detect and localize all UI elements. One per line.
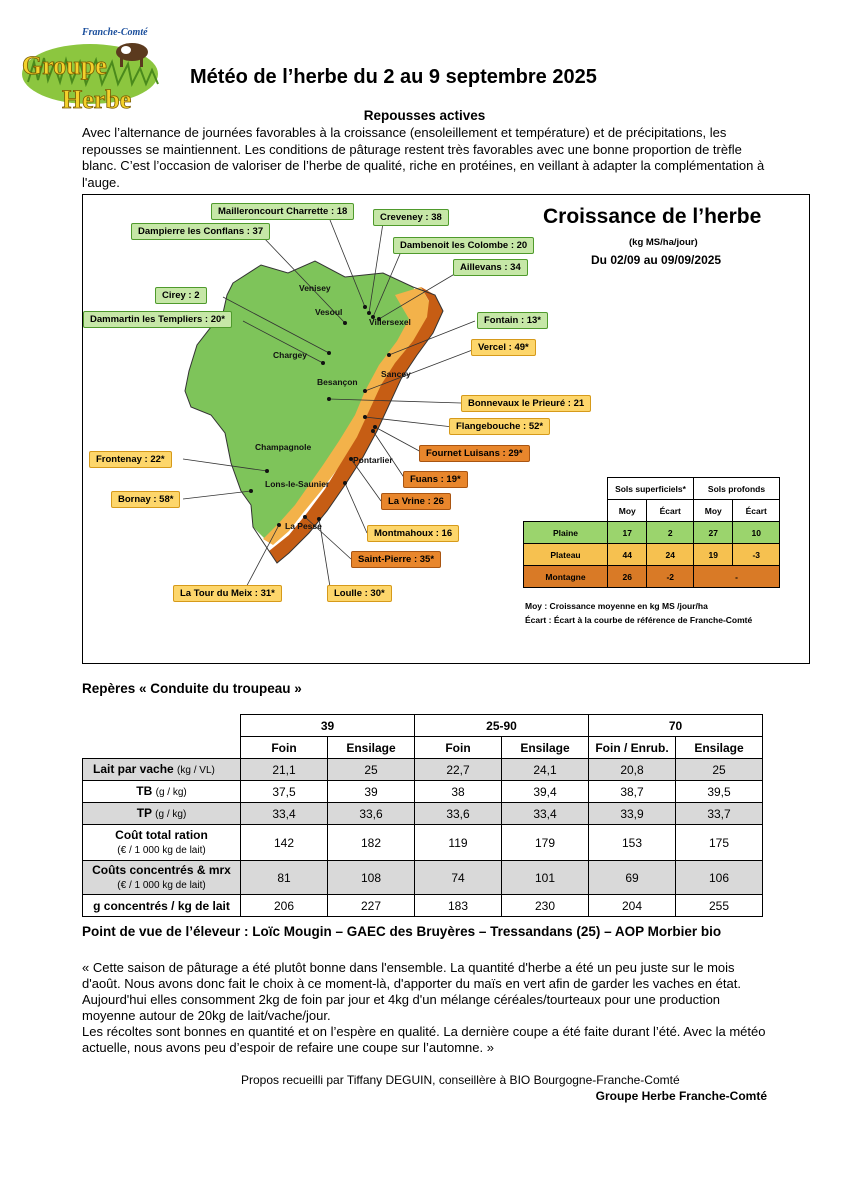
- row-unit: (€ / 1 000 kg de lait): [117, 879, 206, 891]
- row-label: TP: [136, 805, 152, 820]
- farmer-viewpoint-heading: Point de vue de l’éleveur : Loïc Mougin – GAEC des Bruyères – Tressandans (25) – AOP Morbier bio: [82, 924, 722, 939]
- table-cell: 37,5: [241, 781, 328, 803]
- legend-ecart: Écart : Écart à la courbe de référence de Franche-Comté: [525, 615, 753, 625]
- city-label: Venisey: [299, 283, 331, 293]
- table-row: [83, 861, 763, 895]
- sub-header: Foin: [241, 737, 328, 759]
- table-cell: 69: [589, 861, 676, 895]
- table-row: [83, 781, 763, 803]
- sub-header: Ensilage: [328, 737, 415, 759]
- table-cell: 119: [415, 825, 502, 861]
- soil-sub-header: Moy: [608, 500, 647, 522]
- site-label-cirey: Cirey : 2: [155, 287, 207, 304]
- site-label-fontain: Fontain : 13*: [477, 312, 548, 329]
- soil-row-label: Plaine: [524, 522, 608, 544]
- soil-cell: 26: [608, 566, 647, 588]
- row-unit: (g / kg): [155, 808, 187, 820]
- soil-group-header: Sols profonds: [694, 478, 780, 500]
- herd-benchmark-table: [82, 714, 763, 917]
- table-row: [83, 895, 763, 917]
- table-cell: 81: [241, 861, 328, 895]
- city-label: Lons-le-Saunier: [265, 479, 330, 489]
- table-cell: 255: [676, 895, 763, 917]
- site-label-dambenoit: Dambenoit les Colombe : 20: [393, 237, 534, 254]
- soil-cell: -: [694, 566, 780, 588]
- map-unit: (kg MS/ha/jour): [629, 237, 698, 248]
- reperes-heading: Repères « Conduite du troupeau »: [82, 681, 302, 696]
- legend-moy: Moy : Croissance moyenne en kg MS /jour/ha: [525, 601, 708, 611]
- table-cell: 175: [676, 825, 763, 861]
- table-row: [83, 825, 763, 861]
- site-label-flangebouche: Flangebouche : 52*: [449, 418, 550, 435]
- table-cell: 22,7: [415, 759, 502, 781]
- soil-cell: 2: [647, 522, 694, 544]
- city-label: Sancey: [381, 369, 411, 379]
- row-label: Coût total ration: [115, 827, 208, 842]
- soil-cell: 24: [647, 544, 694, 566]
- section-subtitle: Repousses actives: [363, 108, 486, 123]
- row-label: Coûts concentrés & mrx: [92, 862, 231, 877]
- soil-row-label: Plateau: [524, 544, 608, 566]
- table-cell: 106: [676, 861, 763, 895]
- city-label: Besançon: [317, 377, 358, 387]
- site-label-bonnevaux: Bonnevaux le Prieuré : 21: [461, 395, 591, 412]
- table-cell: 39: [328, 781, 415, 803]
- soil-sub-header: Écart: [647, 500, 694, 522]
- sub-header: Foin / Enrub.: [589, 737, 676, 759]
- table-cell: 183: [415, 895, 502, 917]
- city-label: Villersexel: [369, 317, 411, 327]
- table-cell: 33,4: [241, 803, 328, 825]
- table-cell: 204: [589, 895, 676, 917]
- map-title: Croissance de l’herbe: [543, 205, 762, 228]
- site-label-loulle: Loulle : 30*: [327, 585, 392, 602]
- table-cell: 206: [241, 895, 328, 917]
- table-cell: 39,5: [676, 781, 763, 803]
- site-label-la-tour-du-meix: La Tour du Meix : 31*: [173, 585, 282, 602]
- soil-row-montagne: [524, 566, 780, 588]
- site-label-aillevans: Aillevans : 34: [453, 259, 528, 276]
- site-label-dammartin: Dammartin les Templiers : 20*: [83, 311, 232, 328]
- table-cell: 33,4: [502, 803, 589, 825]
- table-row: [83, 803, 763, 825]
- intro-paragraph: Avec l’alternance de journées favorables à la croissance (ensoleillement et température) et de précipitations, les repousses se maintiennent. Les conditions de pâturage restent très favorables avec une bonne proportion de trèfle blanc. C’est l’occasion de valoriser de l’herbe de qualité, riche en protéines, en veillant à adapter la complémentation à l'auge.: [82, 125, 765, 190]
- sub-header: Ensilage: [502, 737, 589, 759]
- table-cell: 108: [328, 861, 415, 895]
- site-label-vercel: Vercel : 49*: [471, 339, 536, 356]
- sub-header: Ensilage: [676, 737, 763, 759]
- site-label-creveney: Creveney : 38: [373, 209, 449, 226]
- soil-cell: -2: [647, 566, 694, 588]
- interview-credit: Propos recueilli par Tiffany DEGUIN, conseillère à BIO Bourgogne-Franche-Comté: [241, 1073, 680, 1087]
- grass-growth-map-panel: [82, 194, 810, 664]
- soil-sub-header: Moy: [694, 500, 733, 522]
- table-cell: 20,8: [589, 759, 676, 781]
- soil-group-header: Sols superficiels*: [608, 478, 694, 500]
- farmer-quote: [82, 960, 772, 1056]
- table-cell: 24,1: [502, 759, 589, 781]
- table-cell: 74: [415, 861, 502, 895]
- table-cell: 38,7: [589, 781, 676, 803]
- organization-signature: Groupe Herbe Franche-Comté: [595, 1089, 767, 1103]
- map-date-range: Du 02/09 au 09/09/2025: [591, 253, 722, 267]
- city-label: Champagnole: [255, 442, 312, 452]
- quote-paragraph: « Cette saison de pâturage a été plutôt bonne dans l'ensemble. La quantité d'herbe a été un peu juste sur le mois d'août. Nous avons donc fait le choix à ce moment-là, d'apporter du maïs en vert afin de garder les vaches en état. Aujourd'hui elles consomment 2kg de foin par jour et 4kg d'un mélange céréales/tourteaux pour une production moyenne autour de 20kg de lait/vache/jour.: [82, 960, 741, 1023]
- soil-cell: -3: [733, 544, 780, 566]
- site-label-fuans: Fuans : 19*: [403, 471, 468, 488]
- table-cell: 230: [502, 895, 589, 917]
- site-label-bornay: Bornay : 58*: [111, 491, 180, 508]
- row-unit: (€ / 1 000 kg de lait): [117, 844, 206, 856]
- sub-header: Foin: [415, 737, 502, 759]
- group-header: 70: [589, 715, 763, 737]
- city-label: Pontarlier: [353, 455, 393, 465]
- table-cell: 25: [328, 759, 415, 781]
- page-title: Météo de l’herbe du 2 au 9 septembre 2025: [190, 66, 597, 88]
- soil-growth-table: [523, 477, 780, 588]
- svg-text:Groupe: Groupe: [22, 51, 107, 80]
- table-row: [83, 759, 763, 781]
- table-cell: 39,4: [502, 781, 589, 803]
- city-label: Vesoul: [315, 307, 343, 317]
- svg-text:Franche-Comté: Franche-Comté: [82, 27, 148, 38]
- soil-row-plaine: [524, 522, 780, 544]
- soil-cell: 19: [694, 544, 733, 566]
- table-cell: 142: [241, 825, 328, 861]
- table-cell: 101: [502, 861, 589, 895]
- site-label-mailleroncourt: Mailleroncourt Charrette : 18: [211, 203, 354, 220]
- table-cell: 33,6: [328, 803, 415, 825]
- row-unit: (kg / VL): [177, 764, 215, 776]
- city-label: Chargey: [273, 350, 308, 360]
- site-label-la-vrine: La Vrine : 26: [381, 493, 451, 510]
- soil-cell: 27: [694, 522, 733, 544]
- soil-cell: 17: [608, 522, 647, 544]
- table-cell: 33,7: [676, 803, 763, 825]
- groupe-herbe-logo: [20, 22, 170, 114]
- site-label-montmahoux: Montmahoux : 16: [367, 525, 459, 542]
- table-cell: 153: [589, 825, 676, 861]
- table-cell: 179: [502, 825, 589, 861]
- row-unit: (g / kg): [155, 786, 187, 798]
- map-legend: [525, 599, 752, 627]
- table-cell: 25: [676, 759, 763, 781]
- svg-text:Herbe: Herbe: [62, 85, 132, 114]
- site-label-fournet-luisans: Fournet Luisans : 29*: [419, 445, 530, 462]
- table-cell: 33,9: [589, 803, 676, 825]
- table-cell: 33,6: [415, 803, 502, 825]
- soil-row-label: Montagne: [524, 566, 608, 588]
- site-label-frontenay: Frontenay : 22*: [89, 451, 172, 468]
- row-label: g concentrés / kg de lait: [93, 898, 230, 913]
- table-cell: 38: [415, 781, 502, 803]
- row-label: Lait par vache: [93, 761, 174, 776]
- site-label-saint-pierre: Saint-Pierre : 35*: [351, 551, 441, 568]
- table-cell: 227: [328, 895, 415, 917]
- soil-sub-header: Écart: [733, 500, 780, 522]
- row-label: TB: [136, 783, 153, 798]
- city-label: La Pesse: [285, 521, 322, 531]
- group-header: 39: [241, 715, 415, 737]
- group-header: 25-90: [415, 715, 589, 737]
- table-cell: 21,1: [241, 759, 328, 781]
- table-cell: 182: [328, 825, 415, 861]
- quote-paragraph: Les récoltes sont bonnes en quantité et on l’espère en qualité. La dernière coupe a été faite durant l’été. Avec la météo actuelle, nous avons peu d’espoir de refaire une coupe sur l’automne. »: [82, 1024, 766, 1055]
- site-label-dampierre: Dampierre les Conflans : 37: [131, 223, 270, 240]
- soil-cell: 10: [733, 522, 780, 544]
- soil-row-plateau: [524, 544, 780, 566]
- soil-cell: 44: [608, 544, 647, 566]
